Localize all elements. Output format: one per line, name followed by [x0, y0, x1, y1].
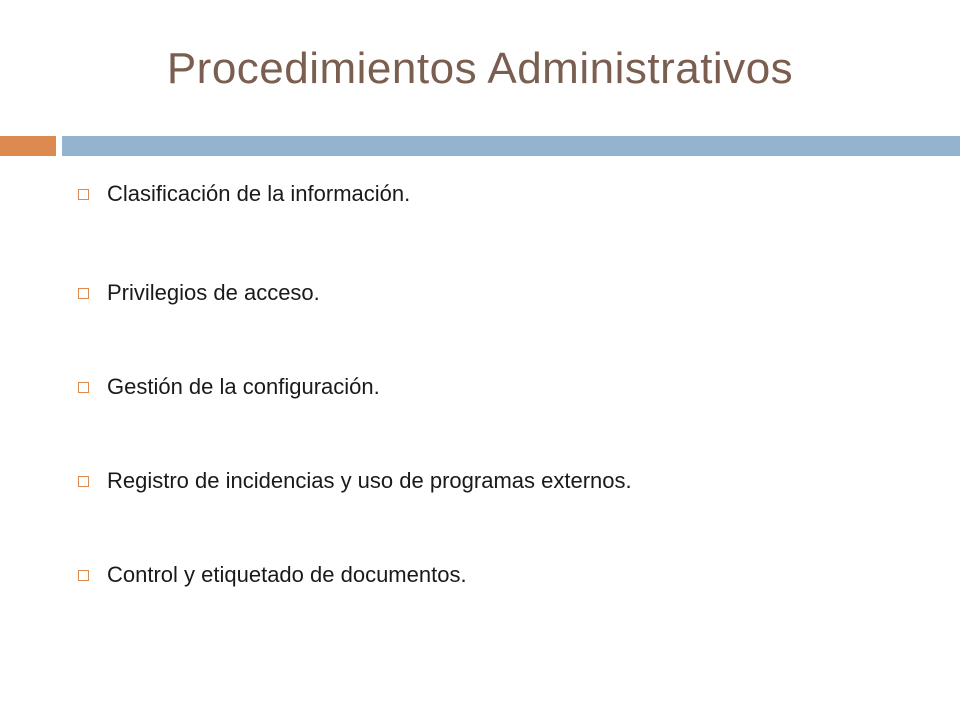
bullet-text: Control y etiquetado de documentos. — [107, 562, 467, 587]
bullet-text: Registro de incidencias y uso de programas externos. — [107, 468, 632, 493]
accent-bar-blue — [62, 136, 960, 156]
accent-bar-orange — [0, 136, 56, 156]
bullet-text: Clasificación de la información. — [107, 181, 411, 206]
list-item — [78, 400, 632, 494]
bullet-text: Gestión de la configuración. — [107, 374, 380, 399]
square-bullet-icon — [78, 476, 89, 487]
list-item — [78, 176, 632, 212]
square-bullet-icon — [78, 382, 89, 393]
square-bullet-icon — [78, 189, 89, 200]
list-item — [78, 494, 632, 588]
list-item — [78, 306, 632, 400]
square-bullet-icon — [78, 570, 89, 581]
list-item — [78, 212, 632, 306]
slide-title: Procedimientos Administrativos — [166, 44, 794, 93]
bullet-list — [78, 176, 632, 588]
bullet-text: Privilegios de acceso. — [107, 280, 320, 305]
square-bullet-icon — [78, 288, 89, 299]
